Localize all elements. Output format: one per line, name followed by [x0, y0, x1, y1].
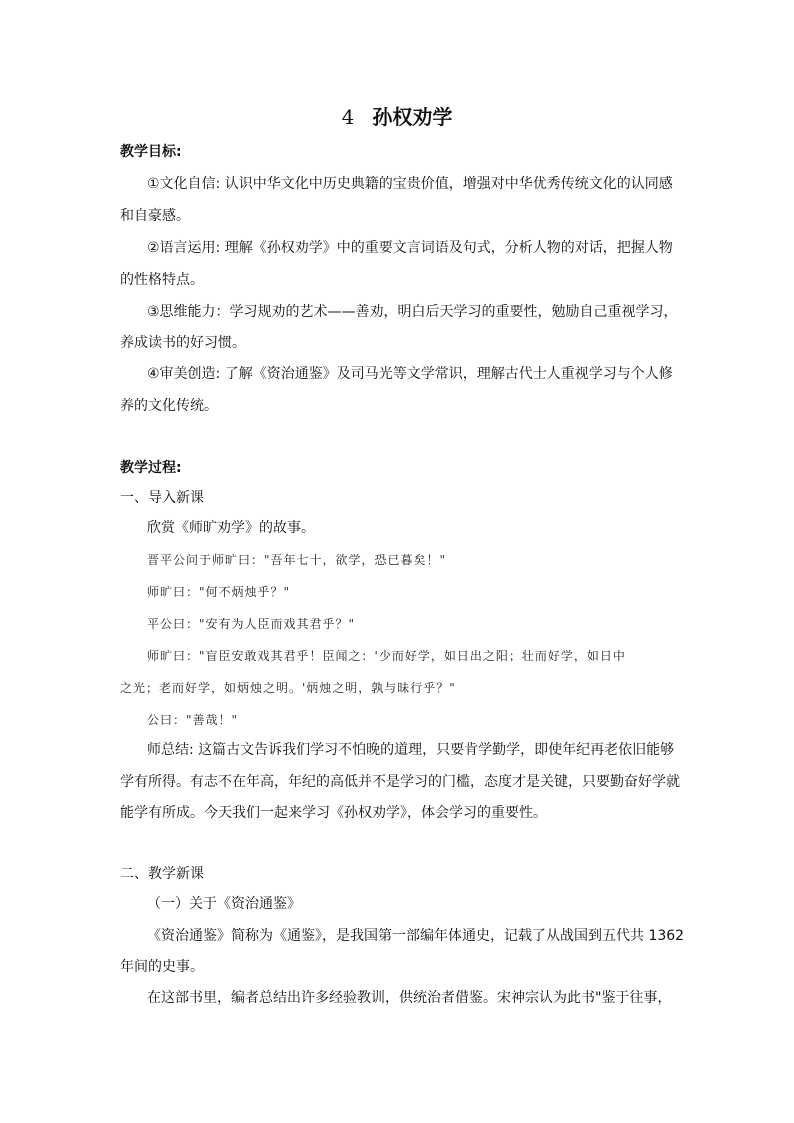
paragraph-line: 在这部书里，编者总结出许多经验教训，供统治者借鉴。宋神宗认为此书"鉴于往事， — [147, 990, 672, 1006]
section2-subheading: （一）关于《资治通鉴》 — [147, 896, 301, 912]
goal-3-line2: 养成读书的好习惯。 — [120, 335, 246, 351]
section1-intro: 欣赏《师旷劝学》的故事。 — [147, 520, 315, 536]
summary-line: 学有所得。有志不在年高，年纪的高低并不是学习的门槛，态度才是关键，只要勤奋好学就 — [120, 774, 680, 790]
dialogue-line: 公曰："善哉！" — [147, 713, 239, 727]
goal-1-line2: 和自豪感。 — [120, 208, 190, 224]
dialogue-line: 之光；老而好学，如炳烛之明。'炳烛之明，孰与昧行乎？" — [120, 681, 456, 695]
lesson-title — [0, 104, 794, 130]
paragraph-line: 年间的史事。 — [120, 959, 204, 975]
goal-2-line1: ②语言运用: 理解《孙权劝学》中的重要文言词语及句式，分析人物的对话，把握人物 — [147, 240, 673, 256]
goal-4-line1: ④审美创造: 了解《资治通鉴》及司马光等文学常识，理解古代士人重视学习与个人修 — [147, 366, 673, 382]
goal-4-line2: 养的文化传统。 — [120, 398, 218, 414]
summary-line: 师总结: 这篇古文告诉我们学习不怕晚的道理，只要肯学勤学，即使年纪再老依旧能够 — [147, 742, 675, 758]
paragraph-line: 《资治通鉴》简称为《通鉴》，是我国第一部编年体通史，记载了从战国到五代共 1362 — [147, 928, 685, 944]
section2-heading: 二、教学新课 — [120, 866, 204, 882]
dialogue-line: 师旷曰："盲臣安敢戏其君乎！臣闻之：'少而好学，如日出之阳；壮而好学，如日中 — [147, 649, 626, 663]
lesson-title-text: 孙权劝学 — [372, 105, 453, 129]
goal-2-line2: 的性格特点。 — [120, 272, 204, 288]
goal-1-line1: ①文化自信: 认识中华文化中历史典籍的宝贵价值，增强对中华优秀传统文化的认同感 — [147, 176, 673, 192]
section1-heading: 一、导入新课 — [120, 490, 204, 506]
dialogue-line: 晋平公问于师旷曰："吾年七十，欲学，恐已暮矣！" — [147, 553, 447, 567]
summary-line: 能学有所成。今天我们一起来学习《孙权劝学》，体会学习的重要性。 — [120, 805, 547, 821]
goals-heading: 教学目标: — [120, 144, 182, 160]
dialogue-line: 师旷曰："何不炳烛乎？" — [147, 585, 291, 599]
process-heading: 教学过程: — [120, 460, 182, 476]
goal-3-line1: ③思维能力：学习规劝的艺术——善劝，明白后天学习的重要性，勉励自己重视学习， — [147, 304, 678, 320]
lesson-number: 4 — [341, 105, 355, 129]
dialogue-line: 平公曰："安有为人臣而戏其君乎？" — [147, 617, 356, 631]
